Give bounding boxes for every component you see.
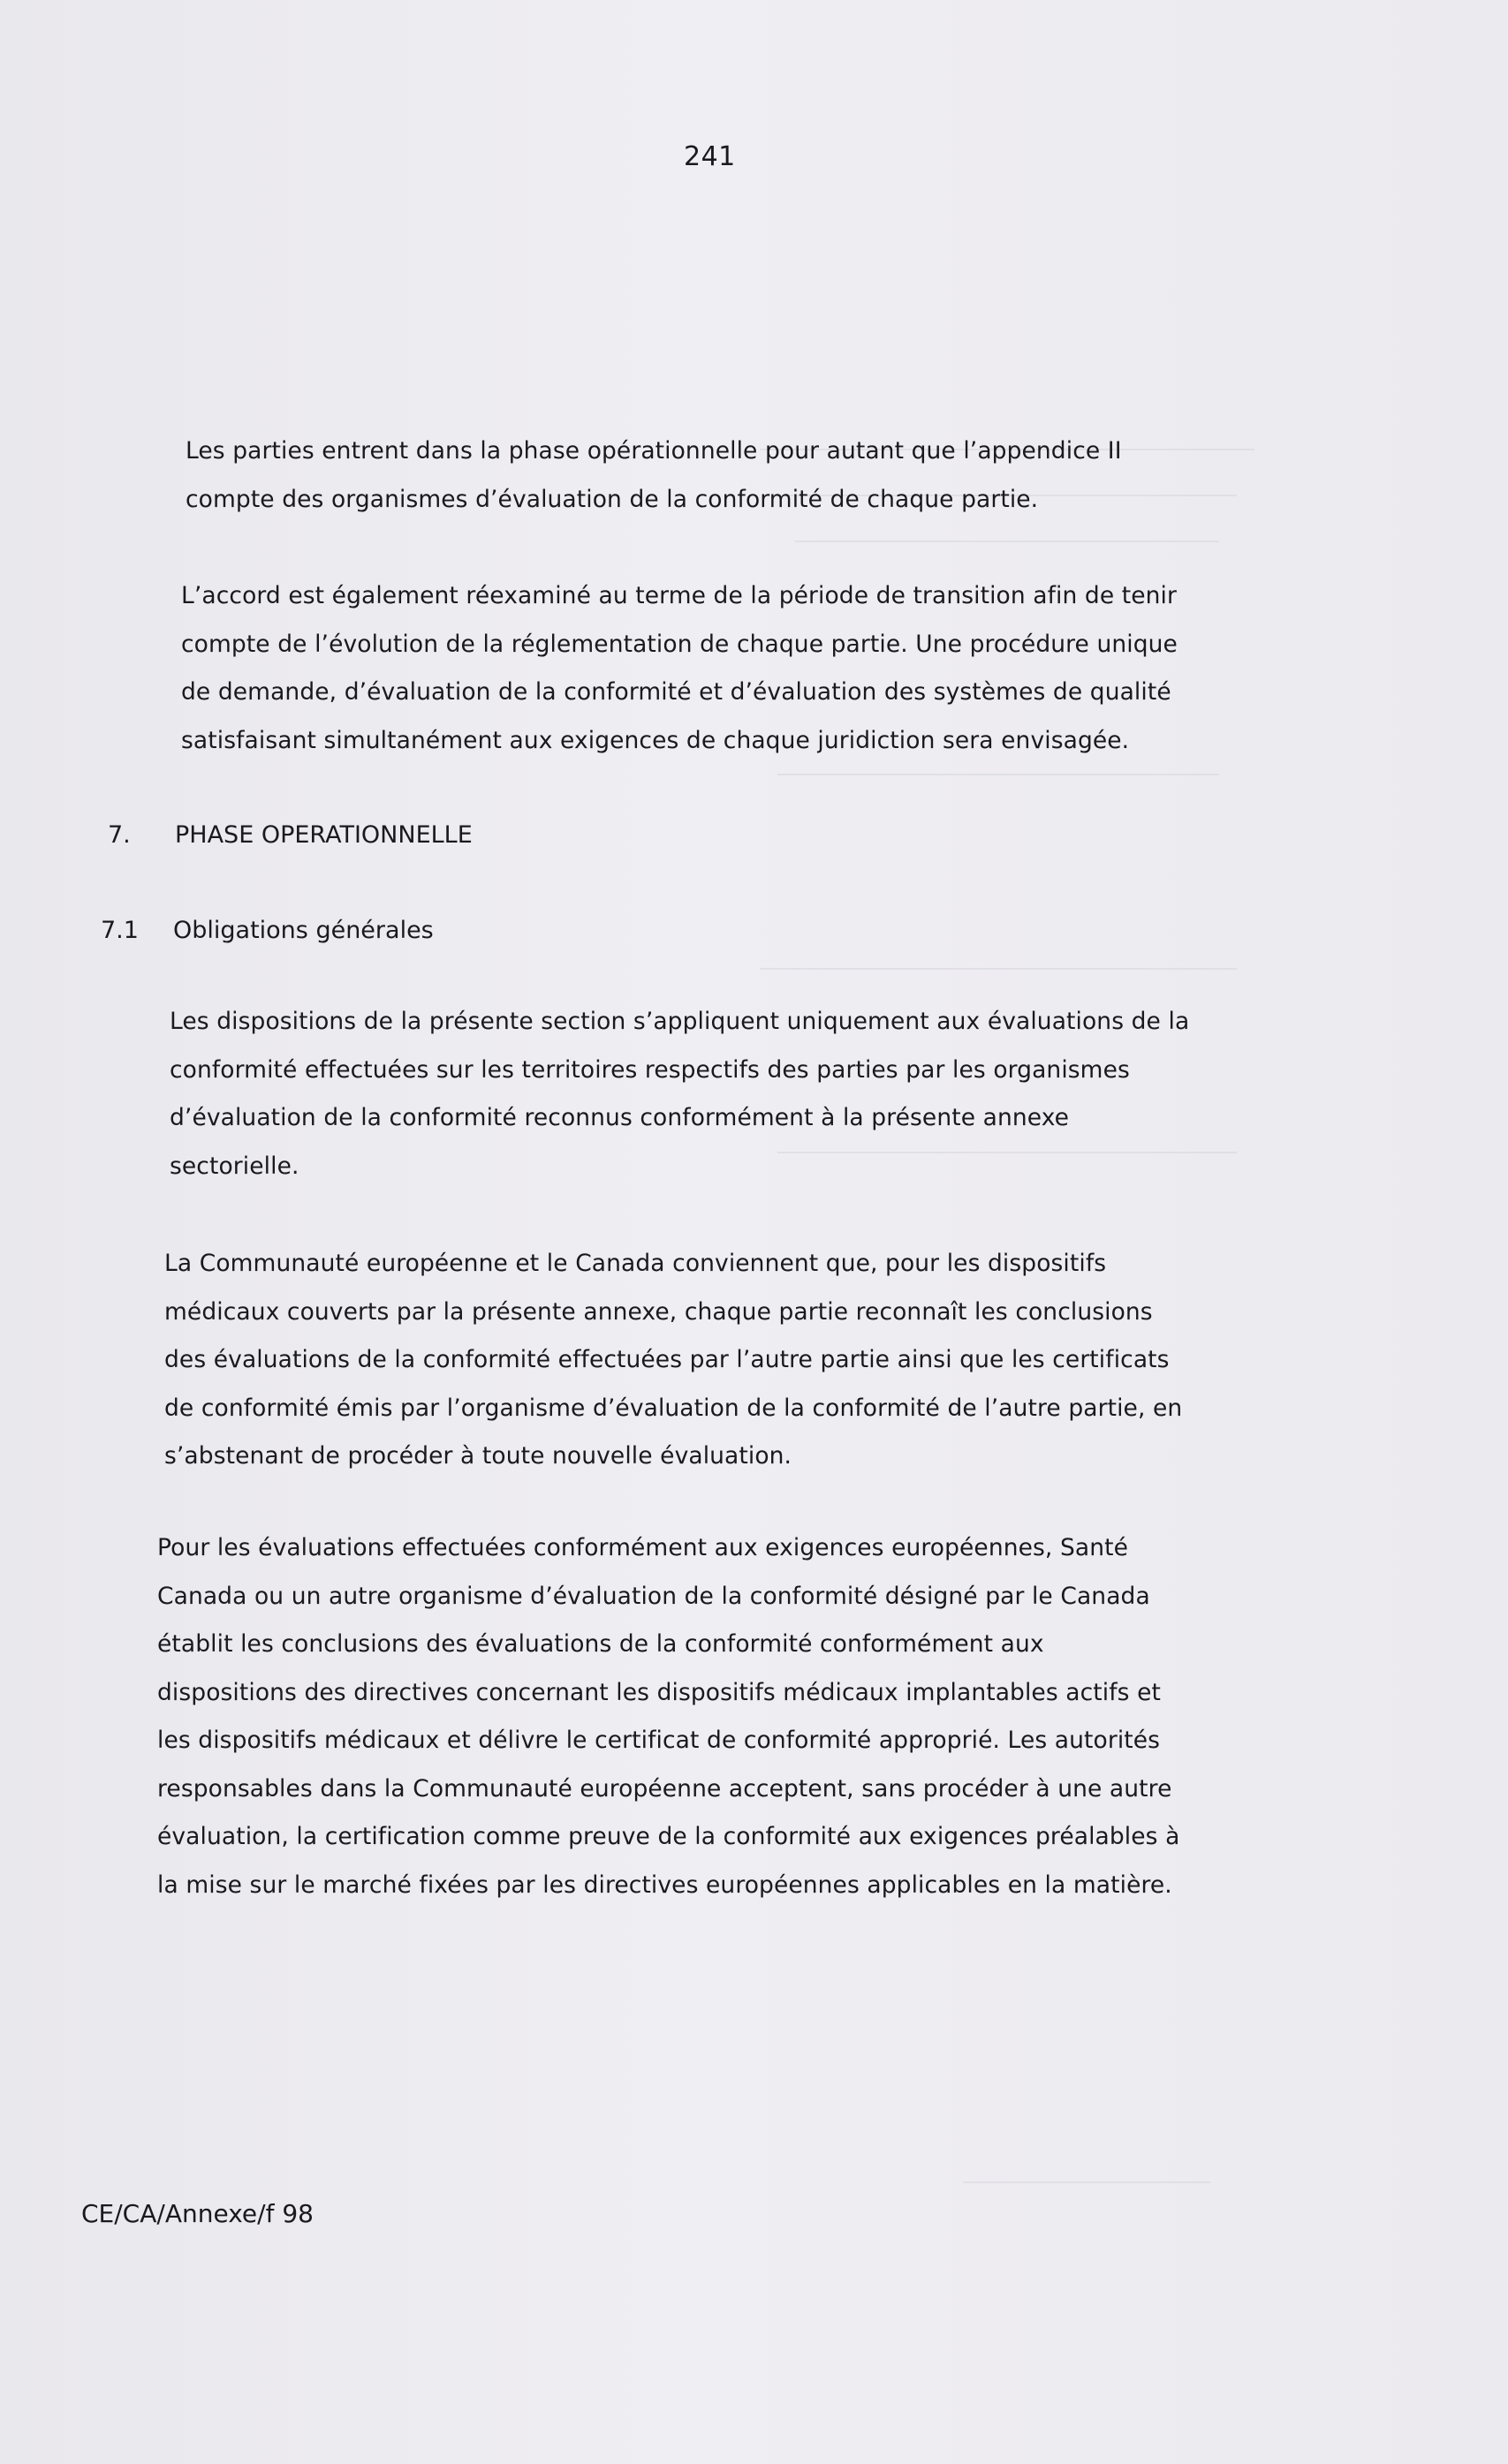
section-7-1-paragraph-2 — [164, 1240, 1182, 1481]
text-line: établit les conclusions des évaluations de la conformité conformément aux — [157, 1630, 1044, 1658]
text-line: satisfaisant simultanément aux exigences de chaque juridiction sera envisagée. — [181, 726, 1130, 754]
section-number: 7.1 — [101, 917, 139, 944]
bleed-through-line — [760, 968, 1237, 970]
text-line: Canada ou un autre organisme d’évaluation de la conformité désigné par le Canada — [157, 1582, 1150, 1610]
text-line: L’accord est également réexaminé au terme de la période de transition afin de tenir — [181, 582, 1178, 609]
text-line: évaluation, la certification comme preuve de la conformité aux exigences préalables à — [157, 1823, 1180, 1850]
document-reference-footer: CE/CA/Annexe/f 98 — [81, 2199, 314, 2228]
text-line: des évaluations de la conformité effectuées par l’autre partie ainsi que les certificats — [164, 1346, 1170, 1373]
section-title: PHASE OPERATIONNELLE — [175, 821, 473, 849]
section-number: 7. — [108, 821, 131, 849]
section-7-heading — [108, 821, 473, 849]
text-line: Les parties entrent dans la phase opérationnelle pour autant que l’appendice II — [186, 437, 1122, 465]
text-line: la mise sur le marché fixées par les directives européennes applicables en la matière. — [157, 1871, 1172, 1899]
text-line: La Communauté européenne et le Canada conviennent que, pour les dispositifs — [164, 1250, 1107, 1277]
text-line: de conformité émis par l’organisme d’évaluation de la conformité de l’autre partie, en — [164, 1394, 1183, 1422]
text-line: d’évaluation de la conformité reconnus conformément à la présente annexe — [170, 1104, 1070, 1131]
section-title: Obligations générales — [173, 917, 434, 944]
text-line: responsables dans la Communauté européenne acceptent, sans procéder à une autre — [157, 1774, 1172, 1803]
page-number: 241 — [684, 141, 736, 172]
text-line: Pour les évaluations effectuées conformément aux exigences européennes, Santé — [157, 1534, 1129, 1561]
text-line: de demande, d’évaluation de la conformité et d’évaluation des systèmes de qualité — [181, 678, 1171, 706]
text-line: conformité effectuées sur les territoires respectifs des parties par les organismes — [170, 1055, 1130, 1084]
section-7-1-heading — [101, 917, 434, 944]
text-line: compte des organismes d’évaluation de la conformité de chaque partie. — [186, 485, 1039, 513]
section-7-1-paragraph-1 — [170, 998, 1189, 1190]
text-line: s’abstenant de procéder à toute nouvelle évaluation. — [164, 1442, 792, 1470]
intro-paragraph-1 — [186, 427, 1122, 524]
section-7-1-paragraph-3 — [157, 1524, 1179, 1909]
bleed-through-line — [795, 540, 1219, 542]
text-line: les dispositifs médicaux et délivre le certificat de conformité approprié. Les autorités — [157, 1727, 1161, 1754]
text-line: sectorielle. — [170, 1152, 299, 1180]
bleed-through-line — [777, 774, 1219, 775]
intro-paragraph-2 — [181, 572, 1178, 765]
bleed-through-line — [963, 2181, 1210, 2183]
text-line: médicaux couverts par la présente annexe, chaque partie reconnaît les conclusions — [164, 1297, 1153, 1326]
text-line: Les dispositions de la présente section s’appliquent uniquement aux évaluations de la — [170, 1008, 1190, 1035]
text-line: compte de l’évolution de la réglementation de chaque partie. Une procédure unique — [181, 630, 1178, 658]
text-line: dispositions des directives concernant les dispositifs médicaux implantables actifs et — [157, 1678, 1161, 1706]
